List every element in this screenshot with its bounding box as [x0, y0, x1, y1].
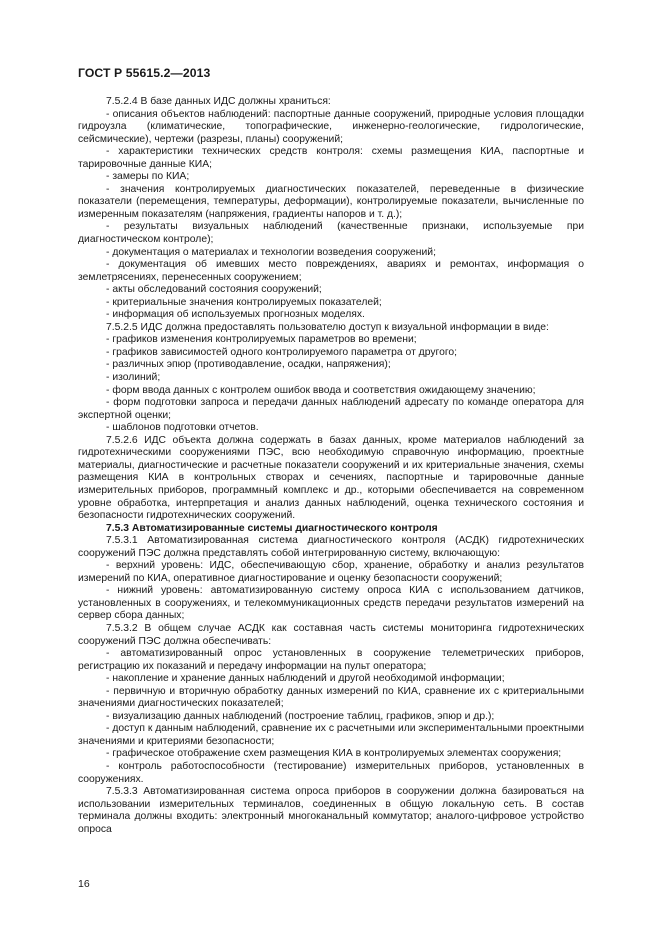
- list-item: - акты обследований состояния сооружений;: [106, 284, 322, 296]
- list-item: - накопление и хранение данных наблюдений и другой необходимой информации;: [106, 673, 505, 685]
- document-header: ГОСТ Р 55615.2—2013: [78, 66, 211, 80]
- document-body: [78, 96, 584, 836]
- list-item: - автоматизированный опрос установленных в сооружение телеметрических приборов, регистрацию их показаний и передачу информации на пульт оператора;: [78, 648, 584, 672]
- paragraph: 7.5.2.5 ИДС должна предоставлять пользователю доступ к визуальной информации в виде:: [106, 321, 549, 333]
- list-item: - первичную и вторичную обработку данных измерений по КИА, сравнение их с критериальными значениями диагностических показателей;: [78, 685, 584, 710]
- list-item: - различных эпюр (противодавление, осадки, напряжения);: [106, 359, 391, 371]
- list-item: - форм ввода данных с контролем ошибок ввода и соответствия ожидающему значению;: [106, 384, 536, 396]
- paragraph: 7.5.2.4 В базе данных ИДС должны храниться:: [106, 96, 331, 107]
- list-item: - доступ к данным наблюдений, сравнение их с расчетными или экспериментальными проектными значениями и критериями безопасности;: [78, 723, 584, 747]
- list-item: - характеристики технических средств контроля: схемы размещения КИА, паспортные и тарировочные данные КИА;: [78, 146, 584, 170]
- list-item: - графиков зависимостей одного контролируемого параметра от другого;: [106, 346, 457, 358]
- paragraph: 7.5.3.3 Автоматизированная система опроса приборов в сооружении должна базироваться на использовании измерительных терминалов, соединенных в общую локальную сеть. В состав терминала должны входить: электронный многоканальный коммутатор; аналого-цифровое устройство опроса: [78, 786, 584, 835]
- paragraph: 7.5.3.2 В общем случае АСДК как составная часть системы мониторинга гидротехнических сооружений ПЭС должна обеспечивать:: [78, 622, 584, 647]
- section-heading: 7.5.3 Автоматизированные системы диагностического контроля: [106, 522, 438, 534]
- list-item: - информация об используемых прогнозных моделях.: [106, 309, 365, 321]
- list-item: - форм подготовки запроса и передачи данных наблюдений адресату по команде оператора для экспертной оценки;: [78, 397, 584, 421]
- list-item: - визуализацию данных наблюдений (построение таблиц, графиков, эпюр и др.);: [106, 710, 495, 722]
- list-item: - графиков изменения контролируемых параметров во времени;: [106, 334, 417, 346]
- page-number: 16: [78, 878, 90, 890]
- list-item: - верхний уровень: ИДС, обеспечивающую сбор, хранение, обработку и анализ результатов измерений по КИА, оперативное диагностирование и оценку безопасности сооружений;: [78, 560, 584, 584]
- list-item: - документация о материалах и технологии возведения сооружений;: [106, 246, 436, 258]
- list-item: - контроль работоспособности (тестирование) измерительных приборов, установленных в сооружениях.: [78, 760, 584, 785]
- list-item: - замеры по КИА;: [106, 171, 190, 183]
- list-item: - нижний уровень: автоматизированную систему опроса КИА с использованием датчиков, установленных в сооружениях, и телекоммуникационных средств передачи результатов измерений на сервер сбора данных;: [78, 585, 584, 622]
- list-item: - шаблонов подготовки отчетов.: [106, 422, 259, 434]
- list-item: - графическое отображение схем размещения КИА в контролируемых элементах сооружения;: [106, 748, 562, 760]
- paragraph: 7.5.2.6 ИДС объекта должна содержать в базах данных, кроме материалов наблюдений за гидротехническими сооружениями ПЭС, всю необходимую справочную информацию, проектные материалы, диагностические и расчетные показатели сооружений и их критериальные значения, схемы размещения КИА в контрольных створах и сечениях, паспортные и тарировочные данные измерительных приборов, программный комплекс и др., которыми обеспечивается на современном уровне обработка, интерпретация и анализ данных наблюдений, оценка технического состояния и безопасности гидротехнических сооружений.: [78, 434, 584, 522]
- list-item: - документация об имевших место повреждениях, авариях и ремонтах, информация о землетрясениях, перенесенных сооружением;: [78, 259, 584, 283]
- list-item: - результаты визуальных наблюдений (качественные признаки, используемые при диагностическом контроле);: [78, 221, 584, 246]
- list-item: - изолиний;: [106, 372, 161, 384]
- list-item: - значения контролируемых диагностических показателей, переведенные в физические показатели (перемещения, температуры, деформации), контролируемые показатели, вычисленные по измеренным показателям (напряжения, градиенты напоров и т. д.);: [78, 183, 584, 220]
- list-item: - описания объектов наблюдений: паспортные данные сооружений, природные условия площадки гидроузла (климатические, топографические, инженерно-геологические, гидрологические, сейсмические), чертежи (разрезы, планы) сооружений;: [78, 108, 584, 145]
- list-item: - критериальные значения контролируемых показателей;: [106, 296, 382, 308]
- paragraph: 7.5.3.1 Автоматизированная система диагностического контроля (АСДК) гидротехнических сооружений ПЭС должна представлять собой интегрированную систему, включающую:: [78, 535, 584, 559]
